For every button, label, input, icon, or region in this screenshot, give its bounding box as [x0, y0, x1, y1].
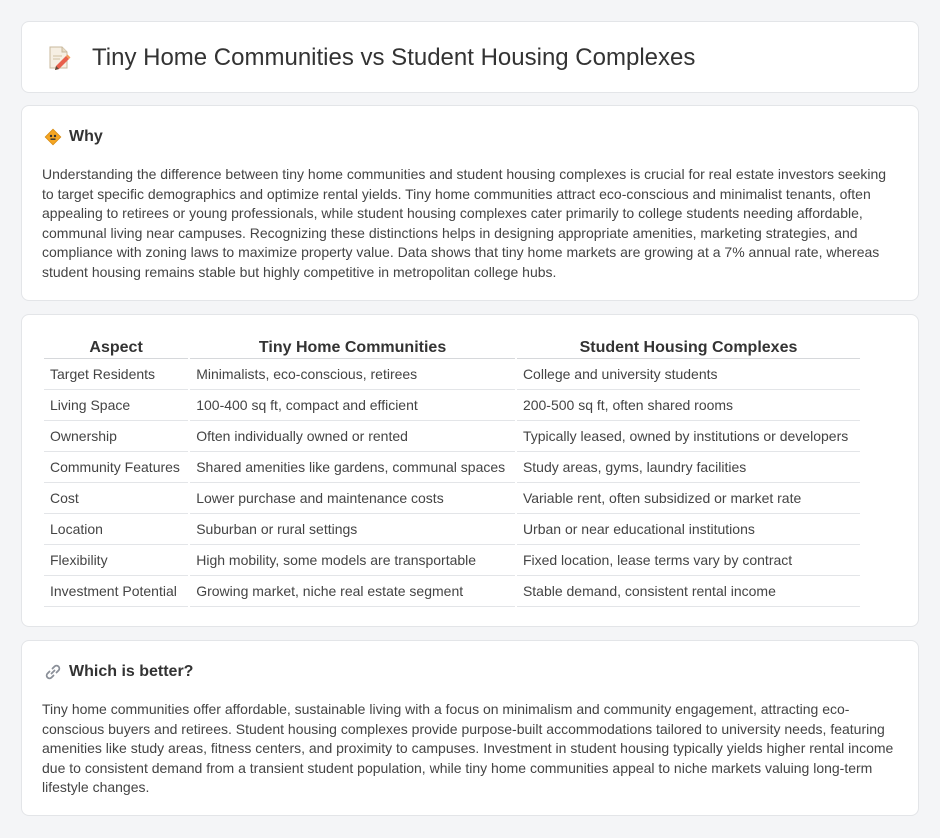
- tiny-home-cell: High mobility, some models are transportable: [190, 545, 515, 576]
- table-row: [44, 576, 860, 607]
- tiny-home-cell: Lower purchase and maintenance costs: [190, 483, 515, 514]
- student-housing-cell: Urban or near educational institutions: [517, 514, 860, 545]
- tiny-home-cell: Minimalists, eco-conscious, retirees: [190, 359, 515, 390]
- column-header-tiny-home: Tiny Home Communities: [190, 335, 515, 359]
- table-row: [44, 452, 860, 483]
- tiny-home-cell: Shared amenities like gardens, communal spaces: [190, 452, 515, 483]
- why-heading: Why: [69, 128, 103, 145]
- which-is-better-heading: Which is better?: [69, 663, 194, 680]
- table-row: [44, 359, 860, 390]
- why-section: [21, 105, 919, 301]
- table-header-row: [44, 335, 860, 359]
- aspect-cell: Flexibility: [44, 545, 188, 576]
- student-housing-cell: Fixed location, lease terms vary by contract: [517, 545, 860, 576]
- which-is-better-section: [21, 640, 919, 816]
- column-header-aspect: Aspect: [44, 335, 188, 359]
- tiny-home-cell: Suburban or rural settings: [190, 514, 515, 545]
- student-housing-cell: 200-500 sq ft, often shared rooms: [517, 390, 860, 421]
- student-housing-cell: Stable demand, consistent rental income: [517, 576, 860, 607]
- student-housing-cell: Variable rent, often subsidized or market rate: [517, 483, 860, 514]
- aspect-cell: Community Features: [44, 452, 188, 483]
- table-row: [44, 421, 860, 452]
- tiny-home-cell: Growing market, niche real estate segment: [190, 576, 515, 607]
- aspect-cell: Living Space: [44, 390, 188, 421]
- link-icon: [44, 663, 62, 681]
- student-housing-cell: Study areas, gyms, laundry facilities: [517, 452, 860, 483]
- why-paragraph: Understanding the difference between tiny home communities and student housing complexes is crucial for real estate investors seeking to target specific demographics and optimize rental yields. Tiny home communities attract eco-conscious and minimalist tenants, often appealing to retirees or young professionals, while student housing complexes cater primarily to college students needing affordable, communal living near campuses. Recognizing these distinctions helps in designing appropriate amenities, marketing strategies, and compliance with zoning laws to maximize property value. Data shows that tiny home markets are growing at a 7% annual rate, whereas student housing remains stable but highly competitive in metropolitan college hubs.: [42, 166, 887, 280]
- comparison-table: [42, 335, 862, 607]
- table-row: [44, 483, 860, 514]
- aspect-cell: Target Residents: [44, 359, 188, 390]
- table-row: [44, 390, 860, 421]
- student-housing-cell: College and university students: [517, 359, 860, 390]
- aspect-cell: Location: [44, 514, 188, 545]
- page-title: Tiny Home Communities vs Student Housing Complexes: [92, 44, 696, 71]
- column-header-student-housing: Student Housing Complexes: [517, 335, 860, 359]
- tiny-home-cell: Often individually owned or rented: [190, 421, 515, 452]
- aspect-cell: Cost: [44, 483, 188, 514]
- document-pencil-icon: [46, 45, 72, 71]
- student-housing-cell: Typically leased, owned by institutions or developers: [517, 421, 860, 452]
- warning-sign-icon: [44, 128, 62, 146]
- table-row: [44, 545, 860, 576]
- comparison-card: [21, 314, 919, 627]
- aspect-cell: Investment Potential: [44, 576, 188, 607]
- header-card: [21, 21, 919, 93]
- aspect-cell: Ownership: [44, 421, 188, 452]
- table-row: [44, 514, 860, 545]
- which-is-better-paragraph: Tiny home communities offer affordable, sustainable living with a focus on minimalism and community engagement, attracting eco-conscious buyers and retirees. Student housing complexes provide purpose-built accommodations tailored to university needs, featuring amenities like study areas, fitness centers, and proximity to campuses. Investment in student housing typically yields higher rental income due to consistent demand from a transient student population, while tiny home communities appeal to niche markets valuing long-term lifestyle changes.: [42, 701, 894, 796]
- tiny-home-cell: 100-400 sq ft, compact and efficient: [190, 390, 515, 421]
